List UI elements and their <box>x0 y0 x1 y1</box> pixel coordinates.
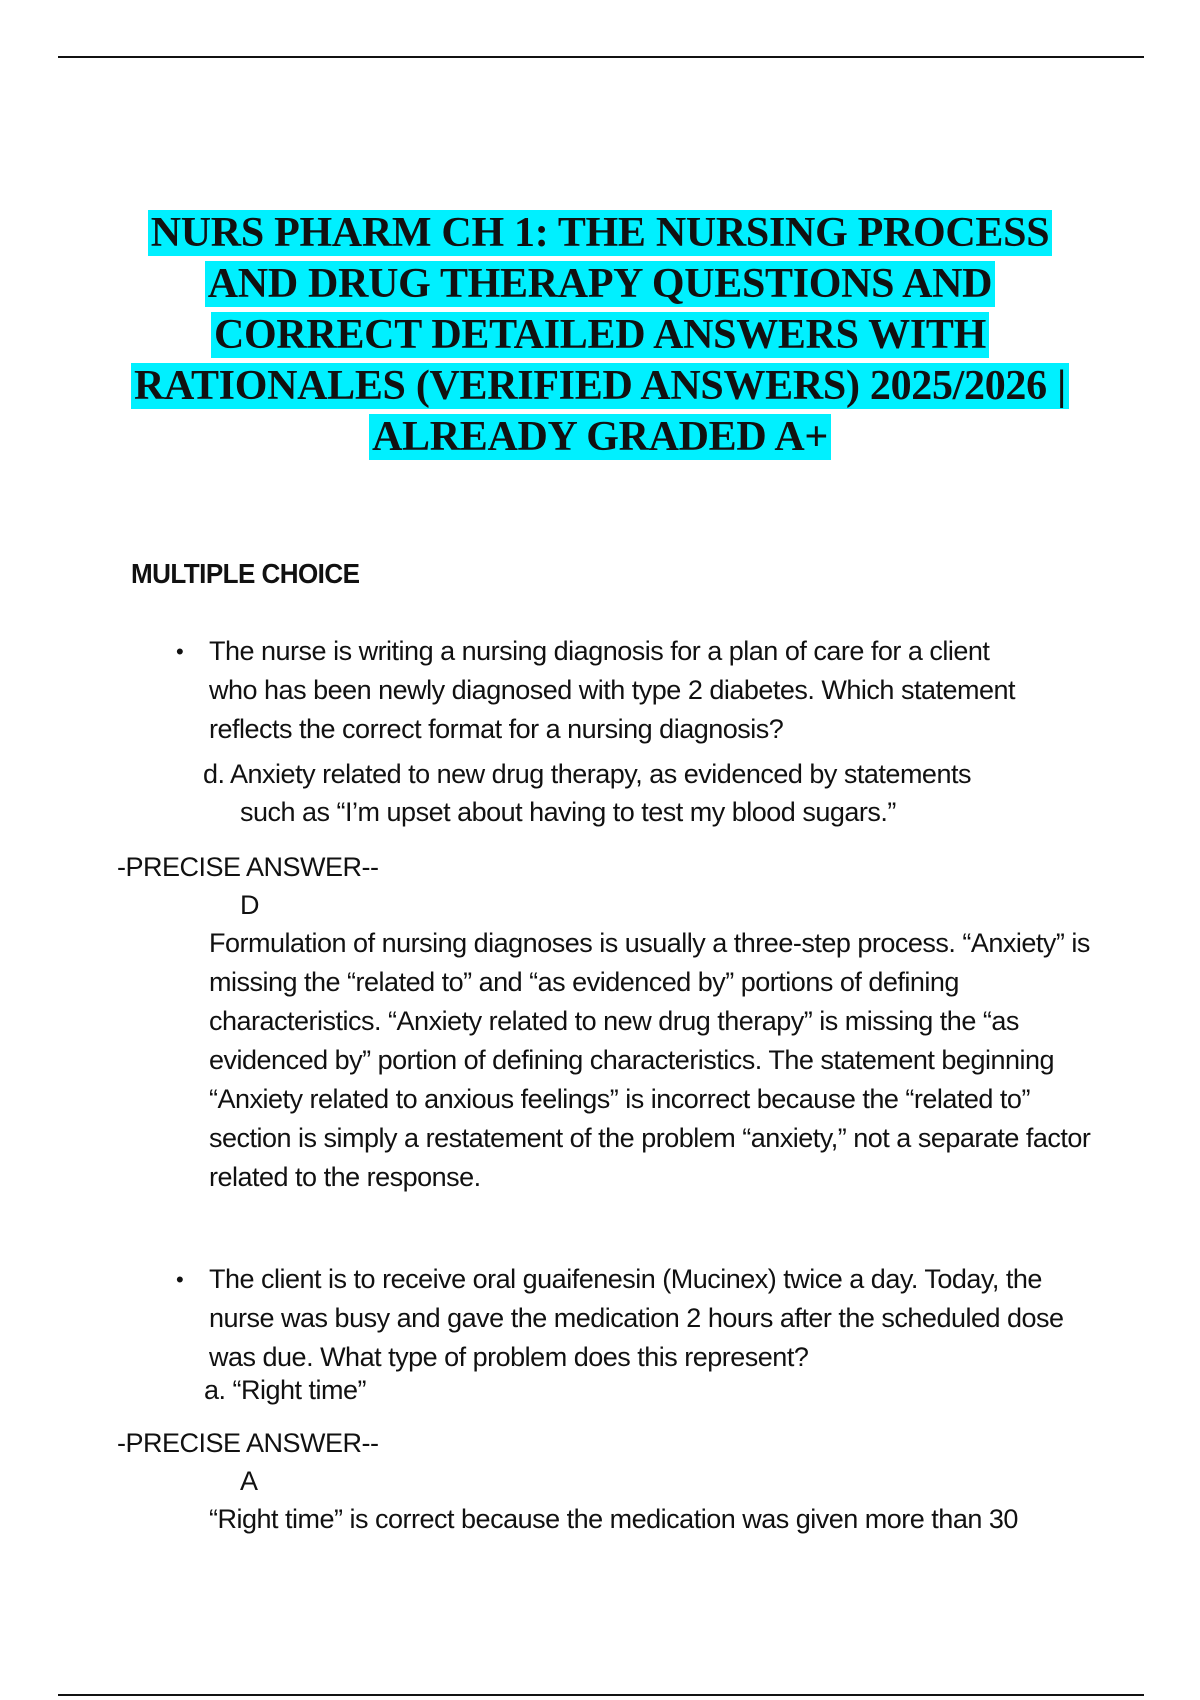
stem-line: The client is to receive oral guaifenesin (Mucinex) twice a day. Today, the <box>209 1264 1042 1294</box>
rationale-line: missing the “related to” and “as evidenced by” portions of defining <box>209 967 959 997</box>
rationale-line: characteristics. “Anxiety related to new drug therapy” is missing the “as <box>209 1006 1019 1036</box>
rationale-line: section is simply a restatement of the problem “anxiety,” not a separate factor <box>209 1123 1091 1153</box>
rationale <box>209 1500 1139 1539</box>
answer-option: a. “Right time” <box>204 1375 367 1405</box>
top-rule <box>58 56 1144 58</box>
section-heading: MULTIPLE CHOICE <box>131 558 360 589</box>
title-line: ALREADY GRADED A+ <box>369 414 831 460</box>
rationale-line: related to the response. <box>209 1162 481 1192</box>
stem-line: reflects the correct format for a nursing diagnosis? <box>209 714 784 744</box>
rationale-line: evidenced by” portion of defining characteristics. The statement beginning <box>209 1045 1055 1075</box>
stem-line: The nurse is writing a nursing diagnosis for a plan of care for a client <box>209 636 990 666</box>
rationale-line: “Anxiety related to anxious feelings” is incorrect because the “related to” <box>209 1084 1030 1114</box>
answer-letter: D <box>240 890 259 920</box>
title-line: AND DRUG THERAPY QUESTIONS AND <box>205 261 995 307</box>
document-title <box>110 208 1090 463</box>
title-line: CORRECT DETAILED ANSWERS WITH <box>211 312 989 358</box>
rationale <box>209 924 1139 1197</box>
bottom-rule <box>58 1694 1144 1696</box>
stem-line: who has been newly diagnosed with type 2 diabetes. Which statement <box>209 675 1016 705</box>
answer-option-continued: such as “I’m upset about having to test my blood sugars.” <box>240 797 896 827</box>
question-stem <box>209 1260 1109 1377</box>
bullet-icon: • <box>176 639 184 664</box>
title-line: RATIONALES (VERIFIED ANSWERS) 2025/2026 | <box>131 363 1069 409</box>
rationale-line: Formulation of nursing diagnoses is usually a three-step process. “Anxiety” is <box>209 928 1090 958</box>
stem-line: was due. What type of problem does this represent? <box>209 1342 809 1372</box>
stem-line: nurse was busy and gave the medication 2 hours after the scheduled dose <box>209 1303 1064 1333</box>
answer-option: d. Anxiety related to new drug therapy, as evidenced by statements <box>203 759 971 789</box>
title-line: NURS PHARM CH 1: THE NURSING PROCESS <box>148 210 1053 256</box>
bullet-icon: • <box>176 1267 184 1292</box>
question-stem <box>209 632 1109 749</box>
answer-letter: A <box>240 1466 258 1496</box>
precise-answer-label: -PRECISE ANSWER-- <box>117 852 379 882</box>
precise-answer-label: -PRECISE ANSWER-- <box>117 1428 379 1458</box>
rationale-line: “Right time” is correct because the medication was given more than 30 <box>209 1504 1018 1534</box>
